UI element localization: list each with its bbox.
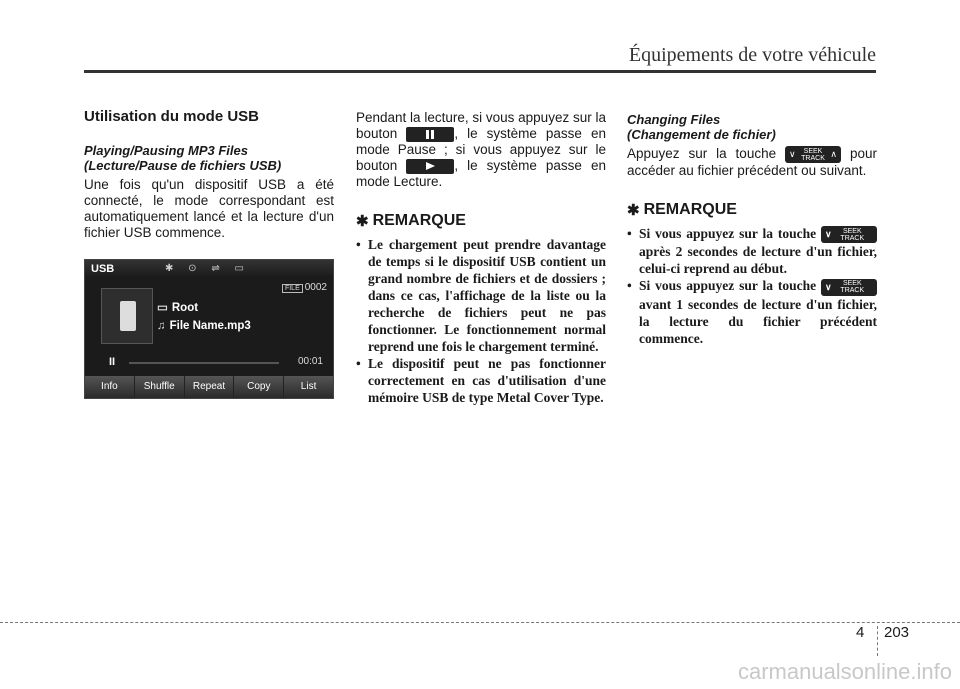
remarque-item: • Le chargement peut prendre davantage de temps si le dispositif USB contient un grand nombre de fichiers et de dossiers ; dans ce cas, l'affichage de la liste ou la recherche de fichiers peut ne pas fonctionner. Le fonctionnement normal reprend une fois le chargement terminé. <box>356 237 606 354</box>
remarque-list-2 <box>627 225 877 347</box>
footer-divider <box>877 626 878 656</box>
changing-files-text <box>627 146 877 179</box>
screen-menu-shuffle: Shuffle <box>135 376 185 398</box>
watermark: carmanualsonline.info <box>737 659 952 684</box>
remarque-item-text: Le dispositif peut ne pas fonctionner correctement en cas d'utilisation d'une mémoire USB de type Metal Cover Type. <box>368 356 606 405</box>
usb-screen-illustration <box>84 259 334 399</box>
folder-icon: ▭ <box>157 302 168 314</box>
music-note-icon: ♫ <box>157 320 166 332</box>
seek-track-button-icon: ∨ SEEK TRACK <box>821 279 877 296</box>
screen-pause-icon: II <box>109 356 116 368</box>
remarque-heading-1 <box>356 212 606 230</box>
remarque-label-1: REMARQUE <box>372 212 466 229</box>
chevron-down-icon: ∨ <box>825 281 832 292</box>
remarque-item: • Le dispositif peut ne pas fonctionner correctement en cas d'utilisation d'une mémoire USB de type Metal Cover Type. <box>356 356 606 405</box>
file-badge: FILE <box>282 284 303 293</box>
file-count: 0002 <box>304 282 327 293</box>
footer-rule <box>0 622 960 623</box>
seek-track-button-icon: ∨ SEEK TRACK <box>821 226 877 243</box>
screen-menu-list: List <box>284 376 333 398</box>
playback-text-b: , le système passe en mode Pause ; si vous appuyez sur le bouton <box>356 126 606 173</box>
usb-intro-text: Une fois qu'un dispositif USB a été connecté, le mode correspondant est automatiquement lancé et la lecture d'un fichier USB commence. <box>84 177 334 240</box>
screen-file-counter <box>282 282 327 293</box>
remarque-list-1 <box>356 236 606 406</box>
subheading-playing-pausing: Playing/Pausing MP3 Files <box>84 143 248 158</box>
remarque-item: • Si vous appuyez sur la touche ∨ SEEK TRACK après 2 secondes de lecture d'un fichier, celui-ci reprend au début. <box>627 226 877 277</box>
subheading-changement-fichier: (Changement de fichier) <box>627 127 776 142</box>
screen-menu-info: Info <box>85 376 135 398</box>
chevron-down-icon: ∨ <box>789 149 796 159</box>
remarque-label-2: REMARQUE <box>643 201 737 218</box>
column-3 <box>627 112 877 347</box>
file-name: File Name.mp3 <box>169 320 251 332</box>
changing-text-b: pour accéder au fichier précédent ou suivant. <box>627 146 877 178</box>
remarque-heading-2 <box>627 201 877 219</box>
chevron-up-icon: ∧ <box>830 149 837 159</box>
playback-text <box>356 110 606 190</box>
page-header-title: Équipements de votre véhicule <box>628 44 876 66</box>
remarque-item: • Si vous appuyez sur la touche ∨ SEEK TRACK avant 1 secondes de lecture d'un fichier, la lecture du fichier précédent commence. <box>627 278 877 346</box>
screen-folder-row <box>157 300 198 314</box>
remarque-star-icon: ✱ <box>356 213 369 230</box>
subheading-lecture-pause: (Lecture/Pause de fichiers USB) <box>84 158 282 173</box>
changing-text-a: Appuyez sur la touche <box>627 146 777 162</box>
play-button-icon <box>406 159 454 174</box>
column-2 <box>356 110 606 406</box>
section-heading-usb: Utilisation du mode USB <box>84 108 260 125</box>
seek-track-button-icon: ∨ SEEK TRACK ∧ <box>785 146 841 163</box>
chapter-number: 4 <box>856 624 865 641</box>
screen-file-row <box>157 320 251 332</box>
screen-menu-bar <box>85 376 333 398</box>
screen-menu-repeat: Repeat <box>185 376 235 398</box>
chevron-down-icon: ∨ <box>825 229 832 240</box>
pause-button-icon <box>406 127 454 142</box>
screen-status-icons: ✱ ⊙ ⇌ ▭ <box>165 263 250 274</box>
folder-name: Root <box>171 302 199 314</box>
usb-stick-icon <box>120 301 136 331</box>
usb-device-thumbnail <box>101 288 153 344</box>
screen-menu-copy: Copy <box>234 376 284 398</box>
header-rule <box>84 70 876 73</box>
page-number: 203 <box>884 624 910 641</box>
playback-text-a: Pendant la lecture, si vous appuyez sur la bouton <box>356 110 606 141</box>
subheading-changing-files: Changing Files <box>627 112 721 127</box>
column-1 <box>84 108 334 399</box>
remarque-item-text: Le chargement peut prendre davantage de temps si le dispositif USB contient un grand nombre de fichiers et de dossiers ; dans ce cas, l'affichage de la liste ou la recherche de fichiers peut ne pas fonctionner. Le fonctionnement normal reprend une fois le chargement terminé. <box>368 237 606 354</box>
screen-time: 00:01 <box>297 356 323 367</box>
screen-progress-bar <box>129 362 279 364</box>
playback-text-c: , le système passe en mode Lecture. <box>356 158 606 189</box>
remarque-star-icon: ✱ <box>627 202 640 219</box>
screen-mode-label: USB <box>85 260 333 278</box>
